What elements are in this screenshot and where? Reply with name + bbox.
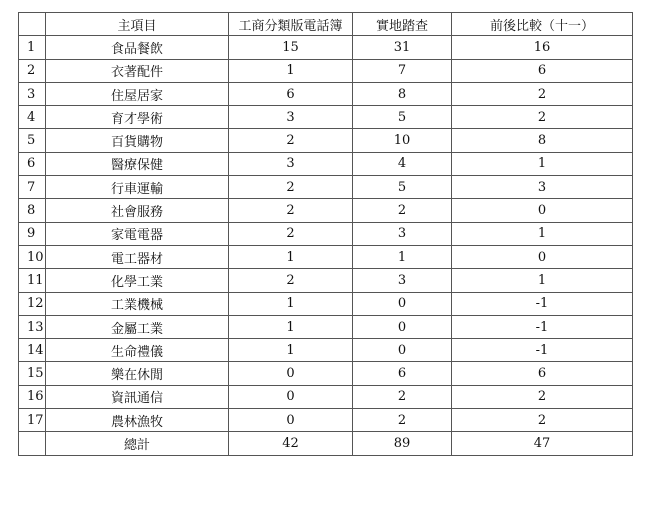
row-survey-count: 10: [353, 129, 452, 152]
row-index: 7: [19, 176, 46, 199]
comparison-table: [18, 12, 633, 456]
row-survey-count: 0: [353, 339, 452, 362]
row-survey-count: 0: [353, 315, 452, 338]
row-category: 樂在休閒: [46, 362, 229, 385]
row-category: 工業機械: [46, 292, 229, 315]
table-row: [19, 59, 633, 82]
total-directory: 42: [229, 432, 353, 455]
row-directory-count: 3: [229, 106, 353, 129]
row-category: 育才學術: [46, 106, 229, 129]
row-survey-count: 2: [353, 409, 452, 432]
header-category: 主項目: [46, 13, 229, 36]
total-survey: 89: [353, 432, 452, 455]
row-category: 醫療保健: [46, 152, 229, 175]
total-difference: 47: [452, 432, 633, 455]
row-difference: 2: [452, 409, 633, 432]
row-index: 5: [19, 129, 46, 152]
header-index: [19, 13, 46, 36]
table-row: [19, 339, 633, 362]
row-survey-count: 8: [353, 82, 452, 105]
row-directory-count: 2: [229, 176, 353, 199]
row-category: 資訊通信: [46, 385, 229, 408]
row-index: 2: [19, 59, 46, 82]
table-row: [19, 106, 633, 129]
row-directory-count: 6: [229, 82, 353, 105]
table-row: [19, 36, 633, 59]
row-survey-count: 5: [353, 106, 452, 129]
row-difference: 6: [452, 362, 633, 385]
row-survey-count: 31: [353, 36, 452, 59]
row-directory-count: 15: [229, 36, 353, 59]
header-difference: 前後比較（十一）: [452, 13, 633, 36]
total-index: [19, 432, 46, 455]
row-difference: -1: [452, 339, 633, 362]
table-row: [19, 269, 633, 292]
table-row: [19, 409, 633, 432]
row-index: 1: [19, 36, 46, 59]
row-directory-count: 2: [229, 269, 353, 292]
row-category: 行車運輸: [46, 176, 229, 199]
row-index: 8: [19, 199, 46, 222]
row-directory-count: 2: [229, 222, 353, 245]
row-survey-count: 5: [353, 176, 452, 199]
row-survey-count: 3: [353, 222, 452, 245]
row-directory-count: 2: [229, 199, 353, 222]
total-row: [19, 432, 633, 455]
row-index: 15: [19, 362, 46, 385]
row-survey-count: 0: [353, 292, 452, 315]
row-difference: -1: [452, 292, 633, 315]
row-index: 14: [19, 339, 46, 362]
total-label: 總計: [46, 432, 229, 455]
row-survey-count: 3: [353, 269, 452, 292]
table-row: [19, 199, 633, 222]
table-row: [19, 222, 633, 245]
row-index: 9: [19, 222, 46, 245]
row-survey-count: 2: [353, 199, 452, 222]
row-directory-count: 0: [229, 409, 353, 432]
row-index: 10: [19, 245, 46, 268]
row-difference: 2: [452, 106, 633, 129]
row-directory-count: 0: [229, 385, 353, 408]
row-difference: 0: [452, 245, 633, 268]
row-difference: 2: [452, 82, 633, 105]
row-category: 住屋居家: [46, 82, 229, 105]
row-index: 16: [19, 385, 46, 408]
table-row: [19, 176, 633, 199]
row-category: 生命禮儀: [46, 339, 229, 362]
row-category: 百貨購物: [46, 129, 229, 152]
row-index: 12: [19, 292, 46, 315]
row-category: 食品餐飲: [46, 36, 229, 59]
table-row: [19, 362, 633, 385]
row-survey-count: 1: [353, 245, 452, 268]
table-body: [19, 36, 633, 432]
row-difference: 1: [452, 152, 633, 175]
row-difference: -1: [452, 315, 633, 338]
row-directory-count: 1: [229, 59, 353, 82]
row-difference: 6: [452, 59, 633, 82]
header-survey: 實地踏查: [353, 13, 452, 36]
table-row: [19, 385, 633, 408]
row-difference: 1: [452, 269, 633, 292]
row-directory-count: 2: [229, 129, 353, 152]
row-difference: 16: [452, 36, 633, 59]
table-row: [19, 82, 633, 105]
header-row: [19, 13, 633, 36]
table-row: [19, 152, 633, 175]
row-category: 化學工業: [46, 269, 229, 292]
row-directory-count: 1: [229, 292, 353, 315]
row-directory-count: 1: [229, 315, 353, 338]
row-survey-count: 4: [353, 152, 452, 175]
row-difference: 3: [452, 176, 633, 199]
row-index: 6: [19, 152, 46, 175]
row-directory-count: 0: [229, 362, 353, 385]
row-directory-count: 1: [229, 245, 353, 268]
row-directory-count: 1: [229, 339, 353, 362]
row-difference: 2: [452, 385, 633, 408]
row-survey-count: 6: [353, 362, 452, 385]
row-category: 農林漁牧: [46, 409, 229, 432]
row-index: 4: [19, 106, 46, 129]
row-category: 衣著配件: [46, 59, 229, 82]
row-index: 3: [19, 82, 46, 105]
row-difference: 0: [452, 199, 633, 222]
row-category: 社會服務: [46, 199, 229, 222]
row-index: 13: [19, 315, 46, 338]
table-row: [19, 129, 633, 152]
table-row: [19, 245, 633, 268]
row-directory-count: 3: [229, 152, 353, 175]
row-category: 電工器材: [46, 245, 229, 268]
row-index: 17: [19, 409, 46, 432]
row-category: 家電電器: [46, 222, 229, 245]
row-survey-count: 7: [353, 59, 452, 82]
table-row: [19, 292, 633, 315]
header-directory: 工商分類版電話簿: [229, 13, 353, 36]
row-survey-count: 2: [353, 385, 452, 408]
row-category: 金屬工業: [46, 315, 229, 338]
row-index: 11: [19, 269, 46, 292]
row-difference: 8: [452, 129, 633, 152]
row-difference: 1: [452, 222, 633, 245]
table-row: [19, 315, 633, 338]
